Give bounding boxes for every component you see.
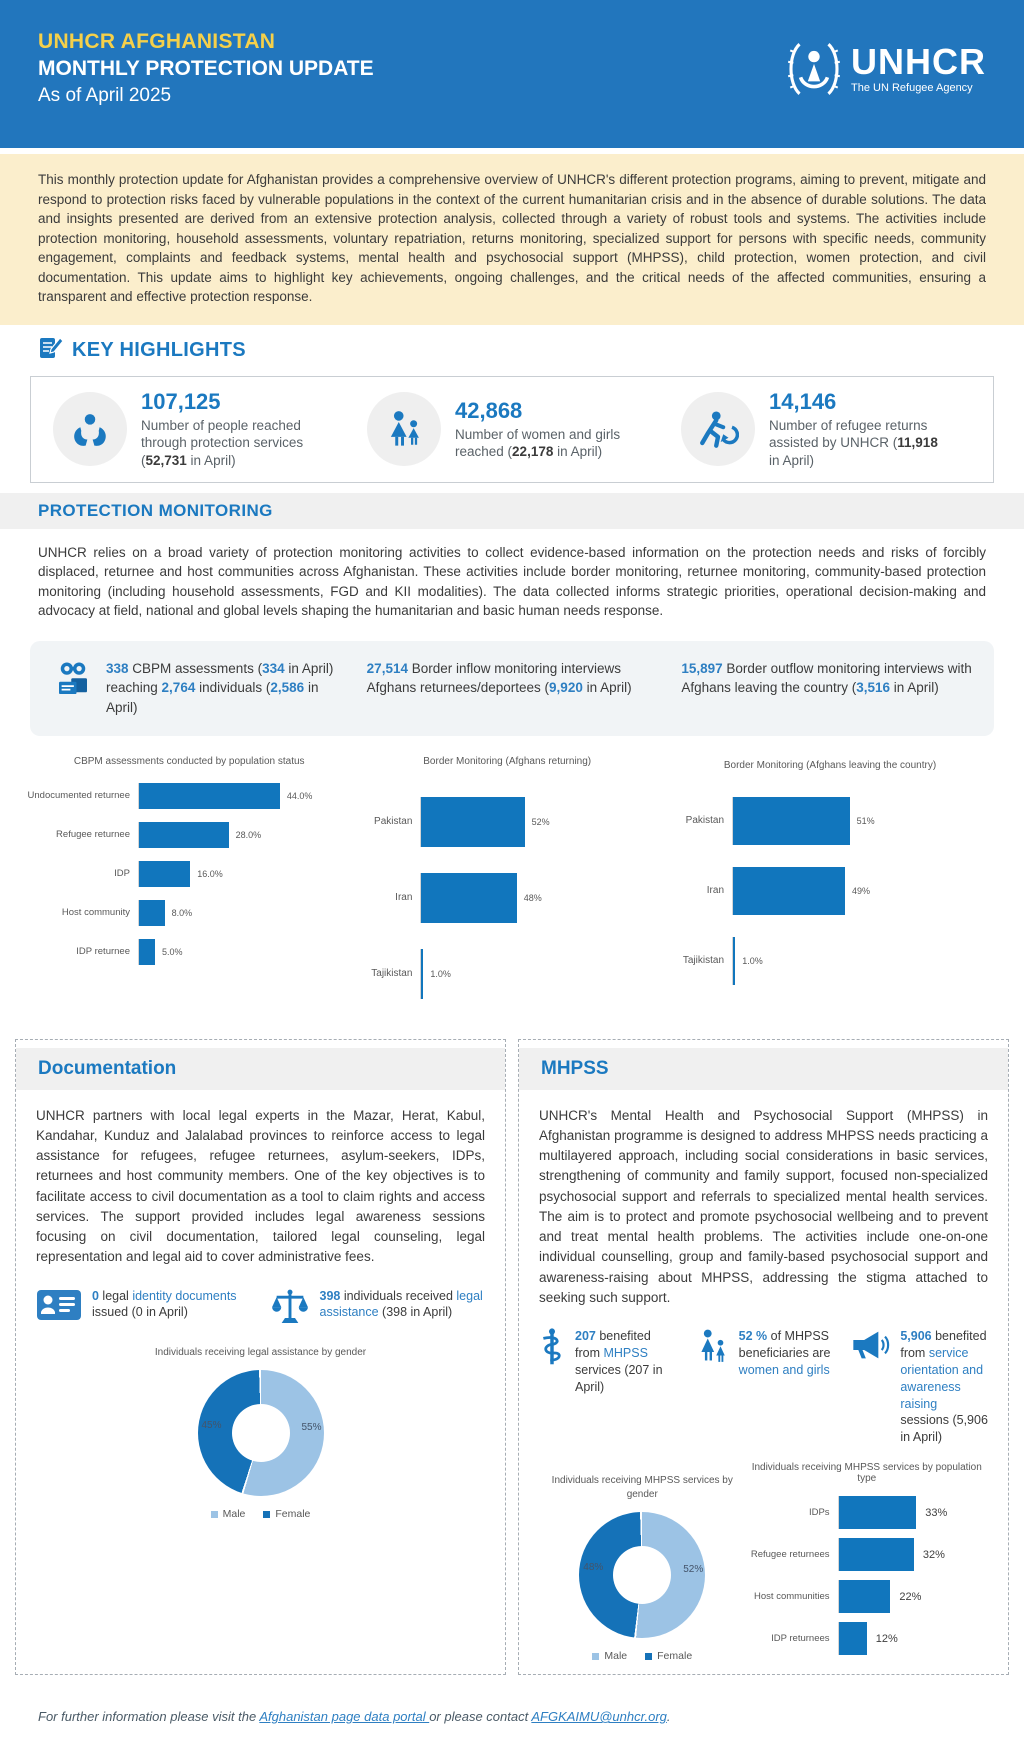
mhpss-body bbox=[519, 1090, 1008, 1675]
bar-row bbox=[26, 822, 352, 848]
bar-category-label: Iran bbox=[706, 885, 725, 897]
mhpss-women-girls-stat bbox=[695, 1328, 833, 1446]
legend-item bbox=[592, 1650, 627, 1662]
bar bbox=[421, 949, 423, 999]
highlight-refugee-returns bbox=[669, 389, 983, 470]
highlight-value: 42,868 bbox=[455, 397, 523, 423]
contact-email-link[interactable]: AFGKAIMU@unhcr.org bbox=[531, 1709, 667, 1725]
border-leaving-chart bbox=[662, 752, 998, 1025]
border-outflow-stat bbox=[681, 659, 972, 718]
bar-value-label: 1.0% bbox=[742, 955, 763, 966]
legend-swatch bbox=[263, 1511, 270, 1518]
note-pencil-icon bbox=[38, 335, 64, 366]
page-header bbox=[0, 0, 1024, 148]
documentation-body bbox=[16, 1090, 505, 1531]
border-leaving-bars bbox=[662, 797, 998, 985]
page-footer bbox=[0, 1683, 1024, 1744]
donut-label-male: 52% bbox=[683, 1564, 704, 1576]
bar-track bbox=[138, 939, 352, 965]
bar-row bbox=[26, 783, 352, 809]
mhpss-header bbox=[519, 1048, 1008, 1090]
bar-category-label: Refugee returnees bbox=[750, 1549, 830, 1561]
highlight-value: 14,146 bbox=[769, 388, 837, 414]
bar-category-label: Undocumented returnee bbox=[27, 790, 130, 802]
protection-monitoring-paragraph: UNHCR relies on a broad variety of protection monitoring activities to collect evidence-based information on the protection needs and risks of forcibly displaced, returnee and host communities across Afghanistan. These activities include border monitoring, returnee monitoring, community-based protection monitoring (including household assessments, FGD and KII modalities). The data collected informs strategic priorities, operational decision-making and advocacy at field, national and global levels shaping the humanitarian and basic human needs response. bbox=[38, 544, 986, 619]
bar-track bbox=[138, 822, 352, 848]
key-highlights-title: KEY HIGHLIGHTS bbox=[72, 338, 246, 361]
highlight-text bbox=[769, 389, 944, 470]
cbpm-population-chart bbox=[26, 752, 352, 1025]
bar bbox=[733, 797, 850, 845]
bar-category-label: Tajikistan bbox=[371, 968, 413, 980]
woman-and-girl-icon bbox=[367, 392, 441, 466]
bar bbox=[839, 1622, 867, 1655]
bar-category-label: Pakistan bbox=[685, 815, 725, 827]
identity-documents-stat bbox=[36, 1288, 252, 1333]
border-returning-bars bbox=[358, 797, 656, 999]
protection-monitoring-title: PROTECTION MONITORING bbox=[38, 500, 273, 520]
medical-staff-icon bbox=[539, 1328, 565, 1371]
highlight-text bbox=[141, 389, 316, 470]
legal-assistance-stat bbox=[270, 1288, 486, 1333]
documentation-box bbox=[15, 1039, 506, 1676]
bar-track bbox=[420, 797, 656, 847]
bar bbox=[139, 900, 165, 926]
bar bbox=[839, 1580, 891, 1613]
bar-value-label: 52% bbox=[531, 816, 550, 827]
report-title: MONTHLY PROTECTION UPDATE bbox=[38, 57, 374, 80]
bar-value-label: 22% bbox=[899, 1590, 922, 1603]
donut-label-male: 55% bbox=[301, 1422, 322, 1434]
mhpss-women-girls-text: 52 % of MHPSS beneficiaries are women and girls bbox=[738, 1329, 831, 1377]
report-date: As of April 2025 bbox=[38, 85, 172, 106]
bar-category-label: Host community bbox=[61, 907, 130, 919]
bar-track bbox=[838, 1538, 988, 1571]
people-in-hands-icon bbox=[53, 392, 127, 466]
bar-row bbox=[662, 867, 998, 915]
bar-track bbox=[732, 937, 998, 985]
footer-text: For further information please visit the bbox=[38, 1709, 260, 1725]
megaphone-icon bbox=[850, 1328, 890, 1367]
logo-text bbox=[851, 41, 986, 94]
bar-row bbox=[662, 937, 998, 985]
unhcr-emblem-icon bbox=[783, 38, 845, 100]
unhcr-logo bbox=[783, 38, 986, 100]
bar-track bbox=[138, 900, 352, 926]
bar bbox=[139, 783, 280, 809]
highlight-text bbox=[455, 398, 630, 461]
bar-track bbox=[732, 867, 998, 915]
legend-label: Male bbox=[604, 1650, 628, 1663]
bar-track bbox=[732, 797, 998, 845]
awareness-sessions-text: 5,906 benefited from service orientation and awareness raising sessions (5,906 in April) bbox=[900, 1329, 988, 1445]
donut-label-female: 48% bbox=[583, 1562, 604, 1574]
highlight-women-girls bbox=[355, 389, 669, 470]
bar-value-label: 44.0% bbox=[286, 790, 313, 801]
intro-paragraph: This monthly protection update for Afghanistan provides a comprehensive overview of UNHCR's different protection programs, aiming to prevent, mitigate and respond to protection risks faced by vulnerable populations in the context of the current humanitarian crisis and in the absence of durable solutions. The data and insights presented are derived from an extensive protection analysis, collected through a variety of robust tools and systems. The activities include protection monitoring, household assessments, voluntary repatriation, returns monitoring, specialized support for persons with specific needs, community engagement, complaints and feedback systems, mental health and psychosocial support (MHPSS), child protection, women protection, and civil documentation. This update aims to highlight key achievements, ongoing challenges, and the critical needs of the affected communities, ensuring a transparent and effective protection response. bbox=[0, 154, 1024, 325]
bar bbox=[421, 873, 516, 923]
footer-text: . bbox=[666, 1709, 671, 1725]
awareness-sessions-stat bbox=[850, 1328, 988, 1446]
bar bbox=[839, 1496, 917, 1529]
bar-row bbox=[746, 1538, 988, 1571]
monitoring-binoculars-icon bbox=[52, 659, 94, 718]
gender-legend bbox=[36, 1508, 485, 1520]
logo-tagline: The UN Refugee Agency bbox=[851, 82, 973, 94]
bar-row bbox=[26, 900, 352, 926]
gender-legend bbox=[539, 1650, 746, 1662]
mhpss-box bbox=[518, 1039, 1009, 1676]
bar-value-label: 33% bbox=[925, 1506, 948, 1519]
bar bbox=[733, 937, 735, 985]
logo-wordmark: UNHCR bbox=[851, 41, 986, 82]
cbpm-population-bars bbox=[26, 783, 352, 965]
mhpss-benefited-text: 207 benefited from MHPSS services (207 in April) bbox=[575, 1329, 663, 1394]
bar-row bbox=[746, 1496, 988, 1529]
bar bbox=[733, 867, 845, 915]
bar-value-label: 48% bbox=[523, 892, 542, 903]
legend-swatch bbox=[211, 1511, 218, 1518]
bar-category-label: Pakistan bbox=[374, 816, 413, 828]
bar-row bbox=[26, 861, 352, 887]
cbpm-stat bbox=[52, 659, 343, 718]
woman-and-girl-small-icon bbox=[695, 1328, 729, 1371]
bar-value-label: 1.0% bbox=[430, 968, 451, 979]
chart-title: Individuals receiving legal assistance by gender bbox=[154, 1347, 367, 1359]
bar-value-label: 8.0% bbox=[171, 907, 193, 918]
donut-chart bbox=[579, 1512, 705, 1638]
donut-label-female: 45% bbox=[201, 1420, 222, 1432]
bar-track bbox=[838, 1496, 988, 1529]
bar-category-label: Iran bbox=[395, 892, 413, 904]
header-titles bbox=[38, 30, 374, 107]
mhpss-benefited-stat bbox=[539, 1328, 677, 1446]
protection-monitoring-charts bbox=[0, 746, 1024, 1035]
bar-category-label: IDPs bbox=[808, 1507, 830, 1519]
bar-category-label: Refugee returnee bbox=[56, 829, 130, 841]
donut-hole bbox=[613, 1546, 671, 1604]
chart-title: CBPM assessments conducted by population status bbox=[73, 755, 305, 767]
legend-label: Female bbox=[275, 1508, 311, 1521]
legend-label: Male bbox=[222, 1508, 246, 1521]
border-outflow-text: 15,897 Border outflow monitoring interviews with Afghans leaving the country (3,516 in April) bbox=[681, 660, 972, 696]
bar bbox=[139, 822, 229, 848]
bar-category-label: Host communities bbox=[754, 1591, 830, 1603]
protection-monitoring-band bbox=[0, 493, 1024, 529]
chart-title: Border Monitoring (Afghans leaving the country) bbox=[723, 759, 937, 771]
bar-track bbox=[420, 873, 656, 923]
donut-chart bbox=[198, 1370, 324, 1496]
legal-assistance-text: 398 individuals received legal assistance (398 in April) bbox=[319, 1288, 483, 1320]
bar bbox=[421, 797, 524, 847]
bar-track bbox=[420, 949, 656, 999]
bar-track bbox=[838, 1580, 988, 1613]
bar bbox=[139, 861, 190, 887]
bar-row bbox=[746, 1622, 988, 1655]
documentation-paragraph: UNHCR partners with local legal experts in the Mazar, Herat, Kabul, Kandahar, Kunduz and Jalalabad provinces to reinforce access to legal assistance for refugees, refugee returnees, asylum-seekers, IDPs, returnees and host community members. One of the key objectives is to facilitate access to civil documentation as a tool to claim rights and access services. The support provided includes legal awareness sessions focusing on civil documentation, tailored legal counseling, legal representation and legal aid to cover administrative fees. bbox=[36, 1107, 485, 1265]
bar bbox=[839, 1538, 914, 1571]
legal-assistance-gender-chart bbox=[36, 1346, 485, 1520]
key-highlights-header bbox=[0, 325, 1024, 372]
border-inflow-text: 27,514 Border inflow monitoring interviews Afghans returnees/deportees (9,920 in April) bbox=[366, 660, 632, 696]
border-inflow-stat bbox=[367, 659, 658, 718]
scales-icon bbox=[270, 1288, 310, 1333]
chart-title: Individuals receiving MHPSS services by gender bbox=[551, 1475, 733, 1501]
mhpss-charts bbox=[539, 1460, 988, 1664]
bar-category-label: IDP bbox=[114, 868, 130, 880]
bar-row bbox=[662, 797, 998, 845]
bar-value-label: 49% bbox=[852, 885, 871, 896]
legend-item bbox=[263, 1508, 310, 1520]
bottom-sections bbox=[0, 1035, 1024, 1684]
refugee-return-icon bbox=[681, 392, 755, 466]
legend-item bbox=[645, 1650, 692, 1662]
mhpss-title: MHPSS bbox=[541, 1057, 609, 1079]
id-card-icon bbox=[36, 1288, 82, 1327]
mhpss-stats bbox=[539, 1328, 988, 1446]
bar-value-label: 32% bbox=[922, 1548, 945, 1561]
data-portal-link[interactable]: Afghanistan page data portal bbox=[259, 1709, 430, 1725]
identity-documents-text: 0 legal identity documents issued (0 in April) bbox=[92, 1288, 237, 1320]
bar-row bbox=[358, 949, 656, 999]
border-returning-chart bbox=[358, 752, 656, 1025]
mhpss-population-chart bbox=[746, 1460, 988, 1664]
donut-hole bbox=[232, 1404, 290, 1462]
mhpss-population-bars bbox=[746, 1496, 988, 1655]
highlight-value: 107,125 bbox=[141, 388, 221, 414]
bar-value-label: 12% bbox=[875, 1632, 898, 1645]
bar-value-label: 51% bbox=[856, 815, 875, 826]
mhpss-gender-chart bbox=[539, 1474, 746, 1664]
cbpm-stat-text: 338 CBPM assessments (334 in April) reaching 2,764 individuals (2,586 in April) bbox=[106, 660, 334, 715]
documentation-title: Documentation bbox=[38, 1057, 177, 1079]
legend-swatch bbox=[592, 1653, 599, 1660]
bar-track bbox=[138, 783, 352, 809]
bar-track bbox=[138, 861, 352, 887]
bar-row bbox=[358, 797, 656, 847]
legend-item bbox=[211, 1508, 246, 1520]
legend-label: Female bbox=[657, 1650, 693, 1663]
documentation-stats bbox=[36, 1288, 485, 1333]
highlight-desc: Number of women and girls reached (22,178 in April) bbox=[455, 426, 621, 460]
key-highlights-box bbox=[30, 376, 994, 483]
legend-swatch bbox=[645, 1653, 652, 1660]
bar-category-label: IDP returnees bbox=[771, 1633, 830, 1645]
bar-category-label: IDP returnee bbox=[76, 946, 130, 958]
bar-category-label: Tajikistan bbox=[682, 955, 725, 967]
bar-row bbox=[26, 939, 352, 965]
bar-value-label: 28.0% bbox=[235, 829, 262, 840]
bar-row bbox=[746, 1580, 988, 1613]
protection-monitoring-stats bbox=[30, 641, 994, 736]
bar bbox=[139, 939, 155, 965]
documentation-header bbox=[16, 1048, 505, 1090]
org-title: UNHCR AFGHANISTAN bbox=[38, 30, 276, 53]
highlight-desc: Number of refugee returns assisted by UNHCR (11,918 in April) bbox=[769, 417, 938, 469]
highlight-people-reached bbox=[41, 389, 355, 470]
footer-text: or please contact bbox=[429, 1709, 532, 1725]
highlight-desc: Number of people reached through protection services (52,731 in April) bbox=[141, 417, 304, 469]
bar-row bbox=[358, 873, 656, 923]
mhpss-paragraph: UNHCR's Mental Health and Psychosocial Support (MHPSS) in Afghanistan programme is designed to address MHPSS needs practicing a multilayered approach, including social considerations in basic services, strengthening of community and family support, focused non-specialized psychosocial support and referrals to specialized mental health services. The aim is to protect and promote psychosocial wellbeing and to prevent and treat mental health problems. The activities include one-on-one individual counselling, group and family-based psychosocial support and awareness-raising about MHPSS, addressing the stigma attached to seeking such support. bbox=[539, 1107, 988, 1305]
bar-value-label: 5.0% bbox=[162, 946, 183, 957]
chart-title: Individuals receiving MHPSS services by population type bbox=[751, 1462, 982, 1485]
bar-value-label: 16.0% bbox=[197, 868, 223, 879]
chart-title: Border Monitoring (Afghans returning) bbox=[423, 755, 592, 767]
bar-track bbox=[838, 1622, 988, 1655]
